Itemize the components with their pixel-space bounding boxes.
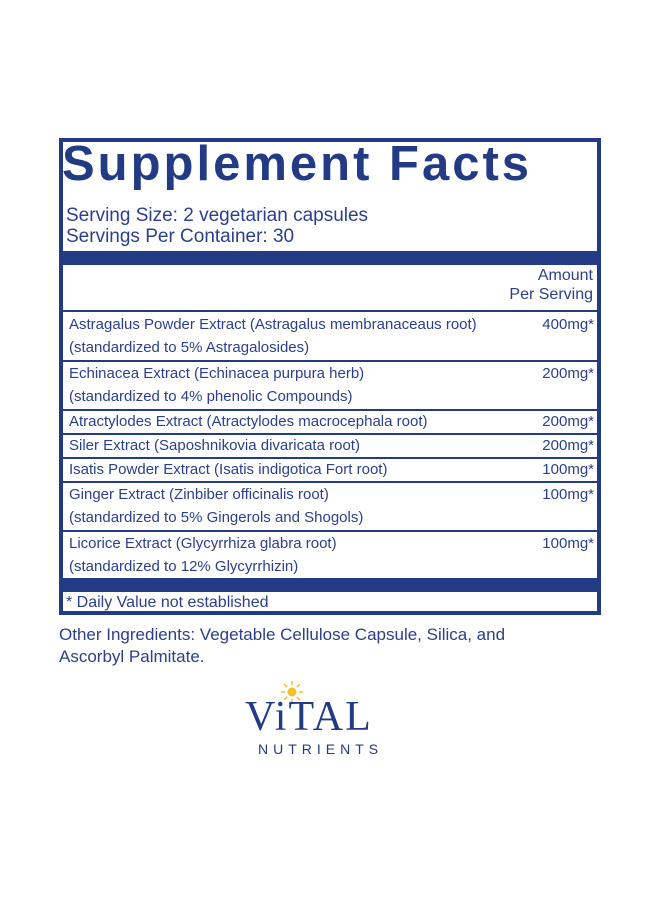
servings-per-container: Servings Per Container: 30 <box>66 226 295 247</box>
thick-divider-bottom <box>63 578 597 592</box>
ingredient-amount: 200mg* <box>542 413 594 430</box>
other-ingredients <box>59 624 619 668</box>
amount-per-serving-header <box>509 266 593 304</box>
thick-divider-top <box>63 251 597 265</box>
amount-header-line2: Per Serving <box>509 286 593 303</box>
amount-header-line1: Amount <box>537 267 593 284</box>
ingredient-row-line2: (standardized to 4% phenolic Compounds) <box>69 388 353 405</box>
row-divider <box>63 310 597 312</box>
ingredient-row-line1: Siler Extract (Saposhnikovia divaricata root) <box>69 437 360 454</box>
ingredient-amount: 100mg* <box>542 486 594 503</box>
ingredient-amount: 200mg* <box>542 437 594 454</box>
ingredient-amount: 100mg* <box>542 535 594 552</box>
ingredient-row-line1: Atractylodes Extract (Atractylodes macrocephala root) <box>69 413 428 430</box>
ingredient-row-line2: (standardized to 12% Glycyrrhizin) <box>69 558 299 575</box>
ingredient-row-line1: Echinacea Extract (Echinacea purpura herb) <box>69 365 365 382</box>
brand-subtitle: NUTRIENTS <box>258 741 384 757</box>
other-ingredients-line1: Other Ingredients: Vegetable Cellulose Capsule, Silica, and <box>59 625 506 644</box>
ingredient-row-line2: (standardized to 5% Astragalosides) <box>69 339 310 356</box>
panel-title: Supplement Facts <box>62 137 533 191</box>
serving-size: Serving Size: 2 vegetarian capsules <box>66 205 369 226</box>
ingredient-row-line1: Astragalus Powder Extract (Astragalus membranaceaus root) <box>69 316 477 333</box>
ingredient-amount: 400mg* <box>542 316 594 333</box>
ingredient-row-line1: Ginger Extract (Zinbiber officinalis root) <box>69 486 329 503</box>
daily-value-footnote: * Daily Value not established <box>66 594 269 611</box>
ingredient-row-line1: Licorice Extract (Glycyrrhiza glabra root) <box>69 535 337 552</box>
ingredient-amount: 200mg* <box>542 365 594 382</box>
ingredient-amount: 100mg* <box>542 461 594 478</box>
ingredient-row-line1: Isatis Powder Extract (Isatis indigotica Fort root) <box>69 461 388 478</box>
brand-logo <box>245 680 425 770</box>
brand-name: ViTAL <box>245 694 373 740</box>
ingredient-row-line2: (standardized to 5% Gingerols and Shogols) <box>69 509 364 526</box>
other-ingredients-line2: Ascorbyl Palmitate. <box>59 647 205 666</box>
